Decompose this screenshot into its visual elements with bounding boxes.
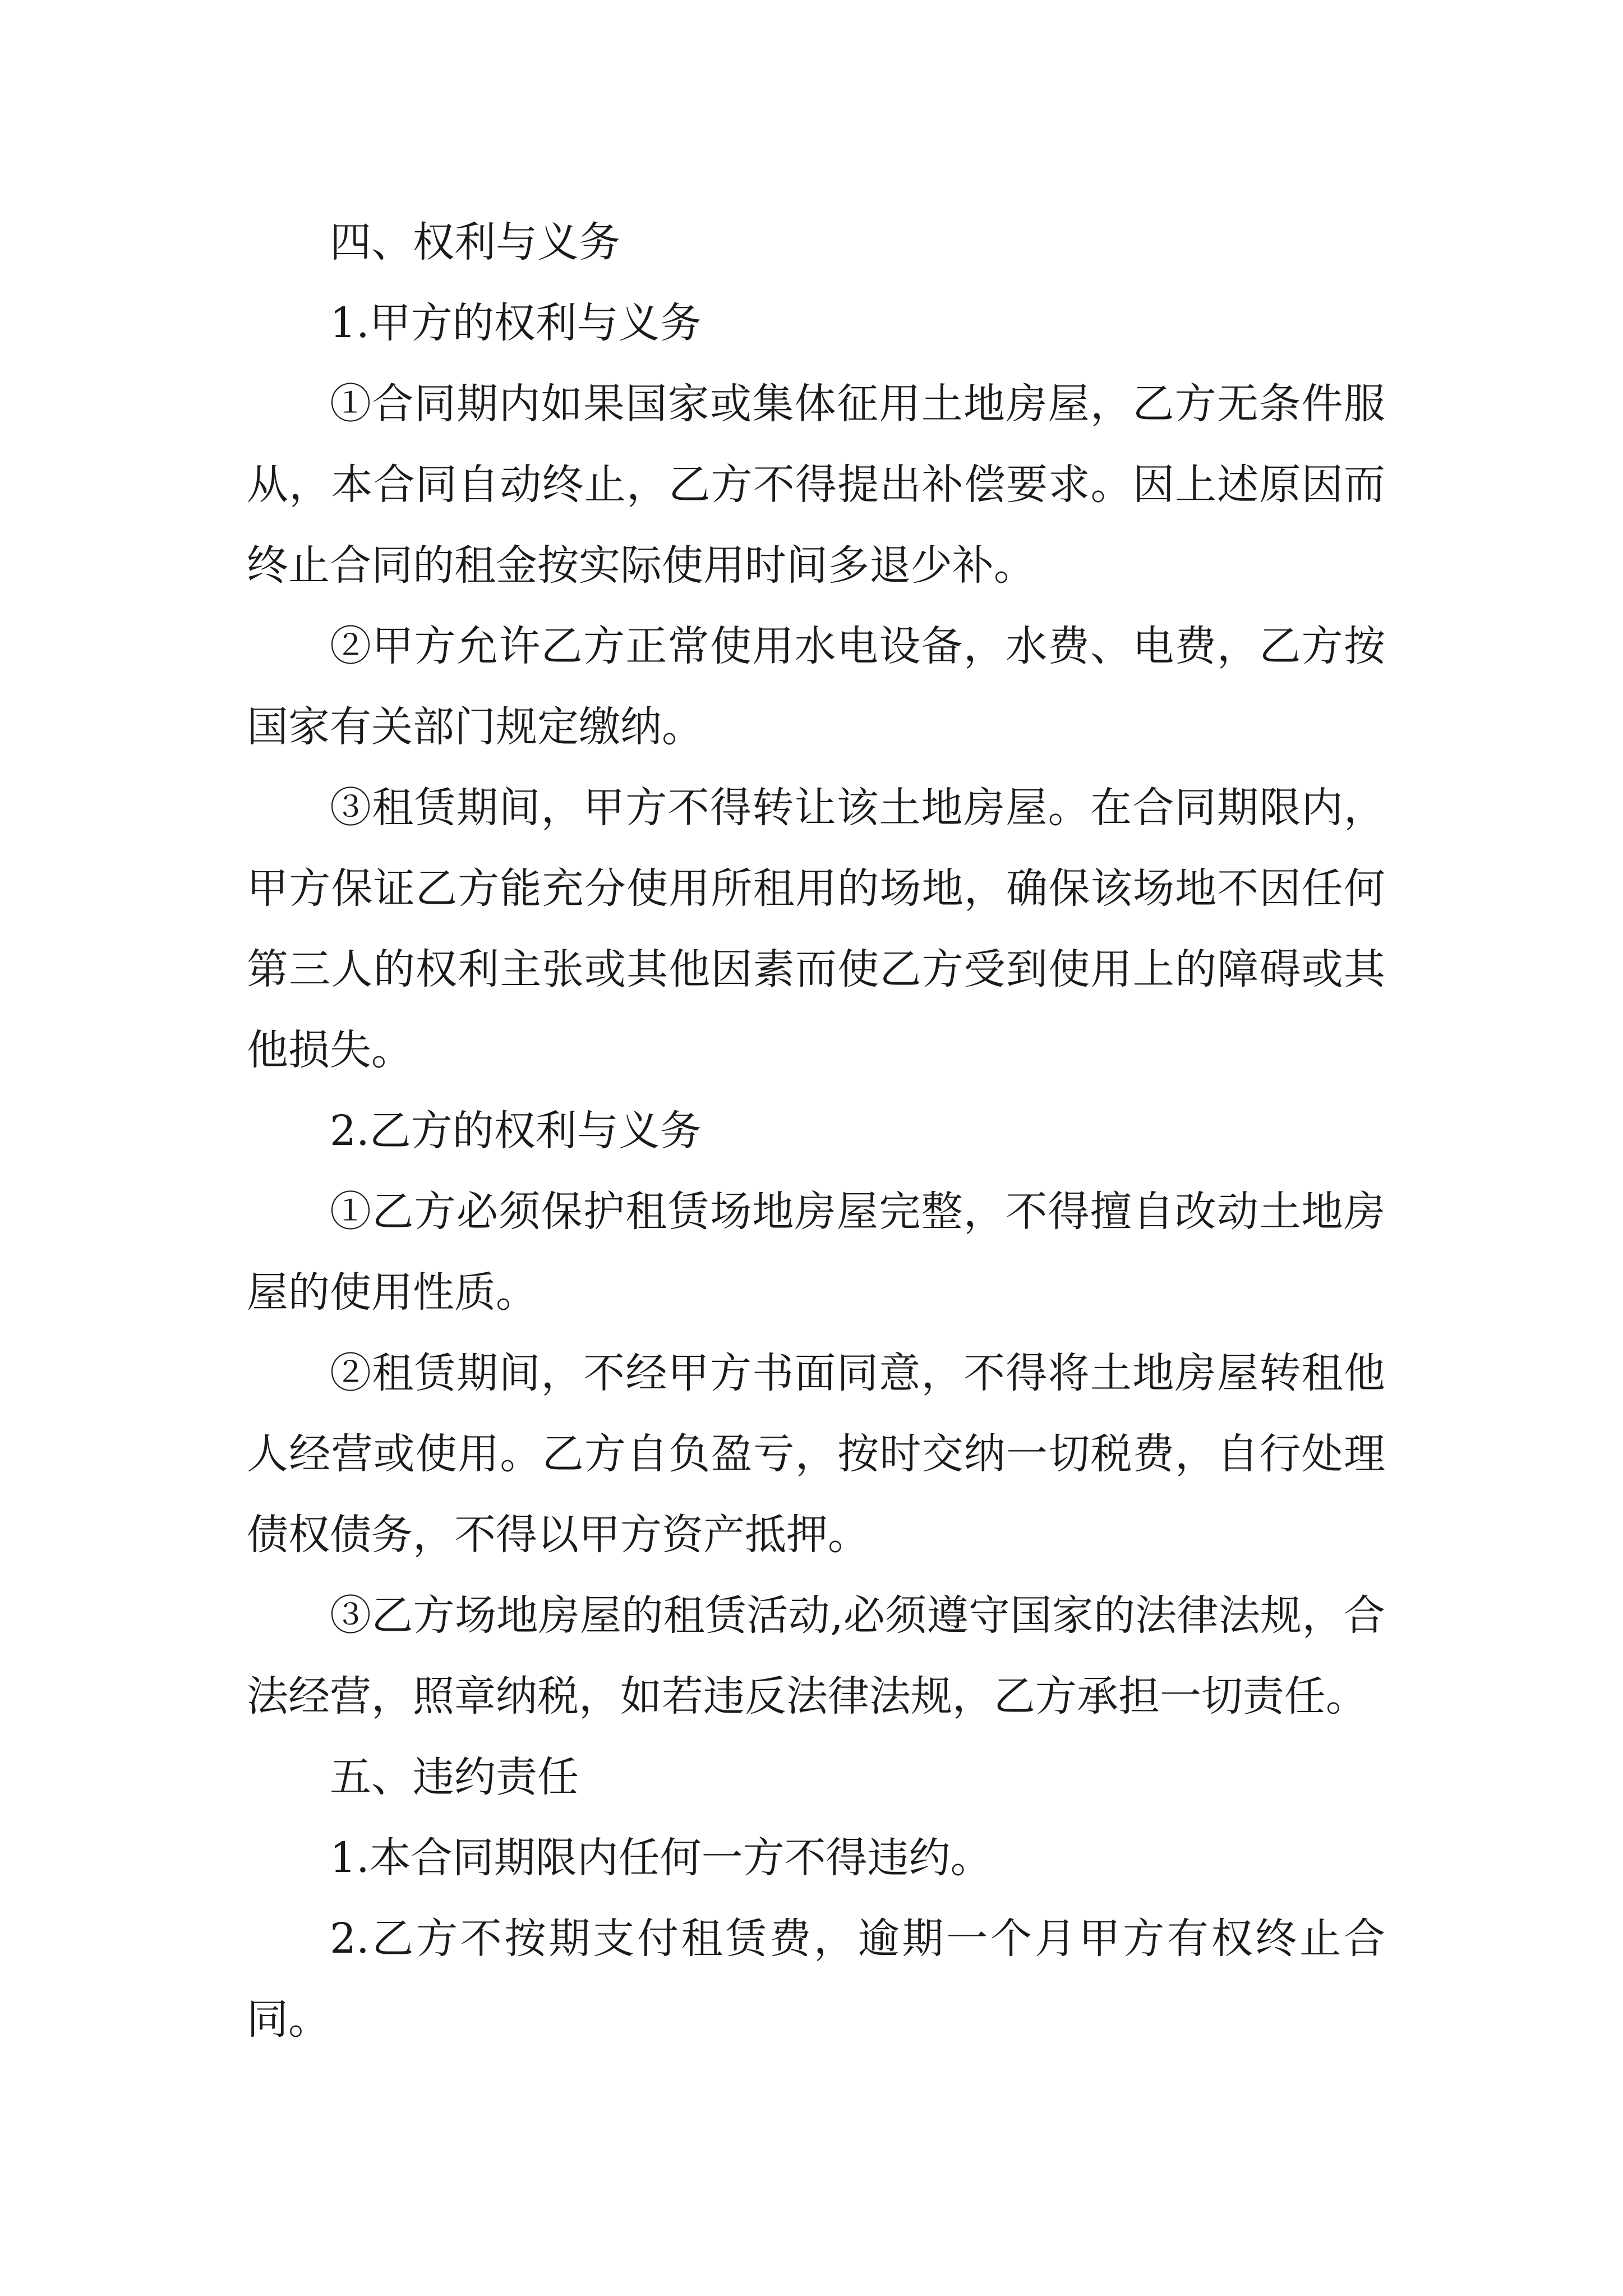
- subheading-party-b: 2.乙方的权利与义务: [330, 1107, 702, 1155]
- clause-party-a-1: ①合同期内如果国家或集体征用土地房屋，乙方无条件服从，本合同自动终止，乙方不得提出补偿要求。因上述原因而终止合同的租金按实际使用时间多退少补。: [247, 380, 1385, 590]
- clause-breach-1: 1.本合同期限内任何一方不得违约。: [330, 1834, 992, 1882]
- clause-party-b-2: ②租赁期间，不经甲方书面同意，不得将土地房屋转租他人经营或使用。乙方自负盈亏，按时交纳一切税费，自行处理债权债务，不得以甲方资产抵押。: [247, 1349, 1385, 1559]
- clause-party-b-1: ①乙方必须保护租赁场地房屋完整，不得擅自改动土地房屋的使用性质。: [247, 1188, 1385, 1317]
- section-heading-breach-liability: 五、违约责任: [330, 1753, 579, 1801]
- document-body: [247, 202, 1385, 2060]
- clause-breach-2: 2.乙方不按期支付租赁费，逾期一个月甲方有权终止合同。: [247, 1915, 1385, 2044]
- clause-party-a-2: ②甲方允许乙方正常使用水电设备，水费、电费，乙方按国家有关部门规定缴纳。: [247, 622, 1385, 751]
- section-heading-rights-obligations: 四、权利与义务: [330, 218, 620, 266]
- clause-party-a-3: ③租赁期间，甲方不得转让该土地房屋。在合同期限内，甲方保证乙方能充分使用所租用的场地，确保该场地不因任何第三人的权利主张或其他因素而使乙方受到使用上的障碍或其他损失。: [247, 784, 1385, 1074]
- clause-party-b-3: ③乙方场地房屋的租赁活动,必须遵守国家的法律法规，合法经营，照章纳税，如若违反法律法规，乙方承担一切责任。: [247, 1591, 1385, 1720]
- subheading-party-a: 1.甲方的权利与义务: [330, 299, 702, 347]
